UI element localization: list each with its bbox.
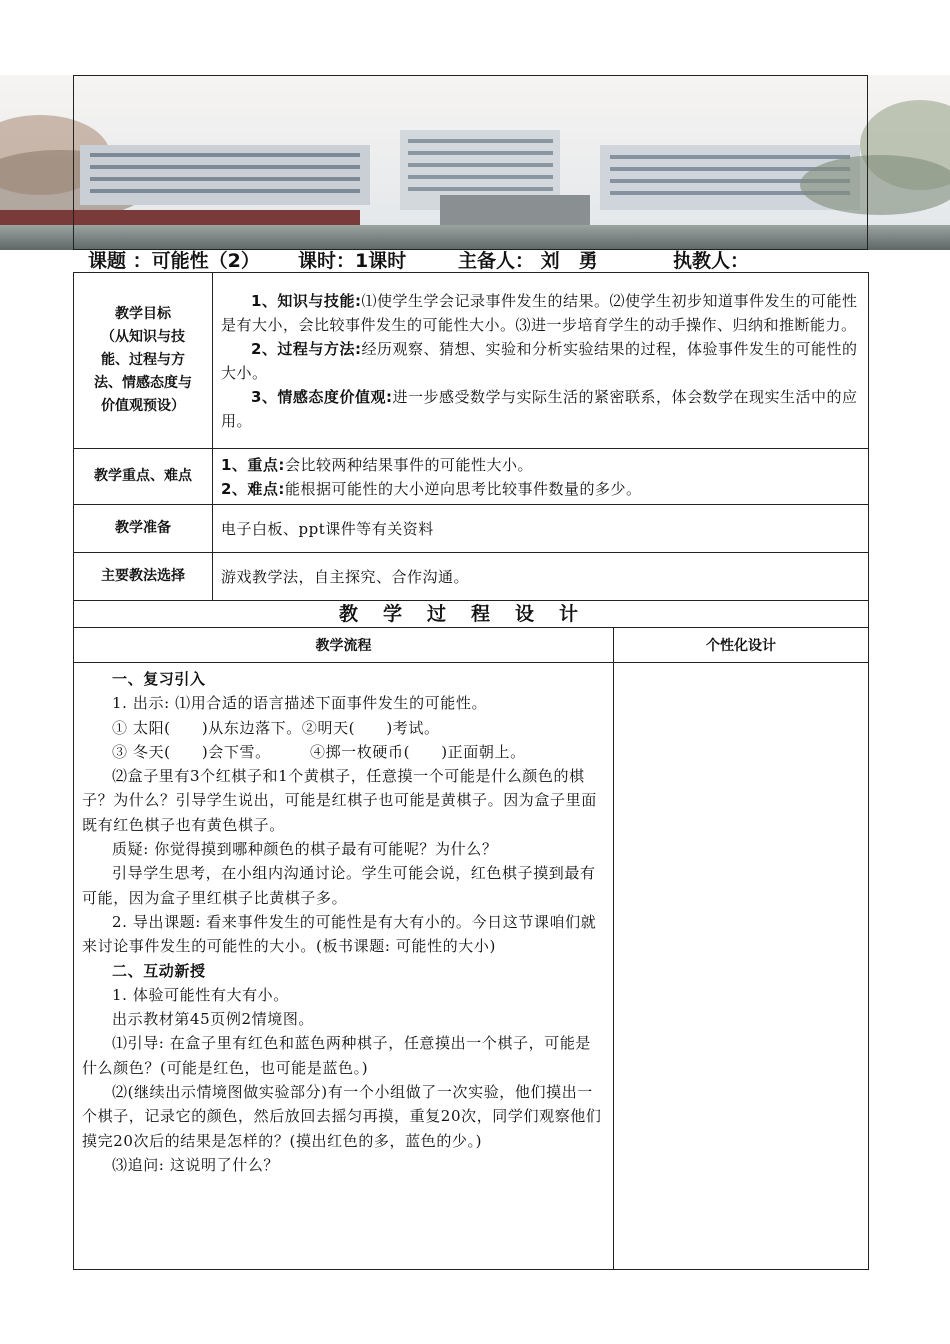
column-header-flow: 教学流程 [74, 628, 614, 663]
process-paragraph: ⑴引导: 在盒子里有红色和蓝色两种棋子，任意摸出一个棋子，可能是什么颜色？(可能是红色，也可能是蓝色。) [82, 1034, 592, 1077]
process-paragraph: ⑵盒子里有3个红棋子和1个黄棋子，任意摸一个可能是什么颜色的棋子？为什么？引导学生说出，可能是红棋子也可能是黄棋子。因为盒子里面既有红色棋子也有黄色棋子。 [82, 767, 597, 834]
lesson-info-table [73, 272, 869, 601]
row-label-keypoints: 教学重点、难点 [74, 449, 213, 505]
process-paragraph: ③ 冬天( )会下雪。 ④掷一枚硬币( )正面朝上。 [112, 742, 526, 761]
process-flow-content [74, 663, 614, 1270]
table-row [74, 273, 869, 449]
objectives-content [213, 273, 869, 449]
preparation-content: 电子白板、ppt课件等有关资料 [213, 505, 869, 553]
process-paragraph: 引导学生思考，在小组内沟通讨论。学生可能会说，红色棋子摸到最有可能，因为盒子里红棋子比黄棋子多。 [82, 864, 596, 907]
process-paragraph: 质疑: 你觉得摸到哪种颜色的棋子最有可能呢？为什么？ [112, 840, 498, 859]
teaching-process-table [73, 600, 869, 1270]
process-paragraph: 1. 体验可能性有大有小。 [112, 985, 289, 1004]
process-title: 教学过程设计 [74, 601, 869, 628]
column-header-personal: 个性化设计 [614, 628, 869, 663]
table-row [74, 628, 869, 663]
methods-content: 游戏教学法，自主探究、合作沟通。 [213, 553, 869, 601]
process-paragraph: ⑵(继续出示情境图做实验部分)有一个小组做了一次实验，他们摸出一个棋子，记录它的颜色，然后放回去摇匀再摸，重复20次，同学们观察他们摸完20次后的结果是怎样的？(摸出红色的多，蓝色的少。) [82, 1083, 602, 1150]
table-row [74, 449, 869, 505]
table-row [74, 663, 869, 1270]
process-paragraph: ⑶追问: 这说明了什么？ [112, 1155, 280, 1174]
objective-3-title: 3、情感态度价值观: [251, 387, 393, 406]
lesson-topic: 课题 ：可能性（2） [88, 250, 260, 272]
objective-2-title: 2、过程与方法: [251, 339, 362, 358]
row-label-preparation: 教学准备 [74, 505, 213, 553]
objective-1-title: 1、知识与技能: [251, 291, 362, 310]
row-label-methods: 主要教法选择 [74, 553, 213, 601]
table-row [74, 601, 869, 628]
lesson-preparer: 主备人： 刘 勇 [458, 250, 598, 272]
objective-3-text: 进一步感受数学与实际生活的紧密联系，体会数学在现实生活中的应用。 [221, 387, 858, 430]
row-label-objectives: 教学目标 （从知识与技 能、过程与方 法、情感态度与 价值观预设） [74, 273, 213, 449]
keypoint-2-text: 能根据可能性的大小逆向思考比较事件数量的多少。 [284, 479, 642, 498]
keypoint-1-title: 1、重点: [221, 455, 285, 474]
process-section-heading: 二、互动新授 [112, 961, 206, 980]
lesson-header [88, 250, 868, 272]
process-paragraph: 出示教材第45页例2情境图。 [112, 1010, 315, 1029]
personal-design-cell [614, 663, 869, 1270]
process-paragraph: 2. 导出课题: 看来事件发生的可能性是有大有小的。今日这节课咱们就来讨论事件发生的可能性的大小。(板书课题: 可能性的大小) [82, 912, 597, 956]
banner-frame [73, 75, 868, 250]
keypoints-content [213, 449, 869, 505]
keypoint-2-title: 2、难点: [221, 479, 285, 498]
process-section-heading: 一、复习引入 [112, 670, 206, 688]
lesson-period: 课时：1课时 [298, 250, 407, 272]
keypoint-1-text: 会比较两种结果事件的可能性大小。 [284, 455, 533, 474]
process-paragraph: ① 太阳( )从东边落下。②明天( )考试。 [112, 718, 440, 737]
table-row [74, 553, 869, 601]
table-row [74, 505, 869, 553]
process-paragraph: 1. 出示: ⑴用合适的语言描述下面事件发生的可能性。 [112, 694, 488, 713]
lesson-teacher: 执教人： [673, 250, 750, 272]
objective-1-text: ⑴使学生学会记录事件发生的结果。⑵使学生初步知道事件发生的可能性是有大小，会比较事件发生的可能性大小。⑶进一步培育学生的动手操作、归纳和推断能力。 [221, 291, 858, 334]
objective-2-text: 经历观察、猜想、实验和分析实验结果的过程，体验事件发生的可能性的大小。 [221, 339, 858, 382]
